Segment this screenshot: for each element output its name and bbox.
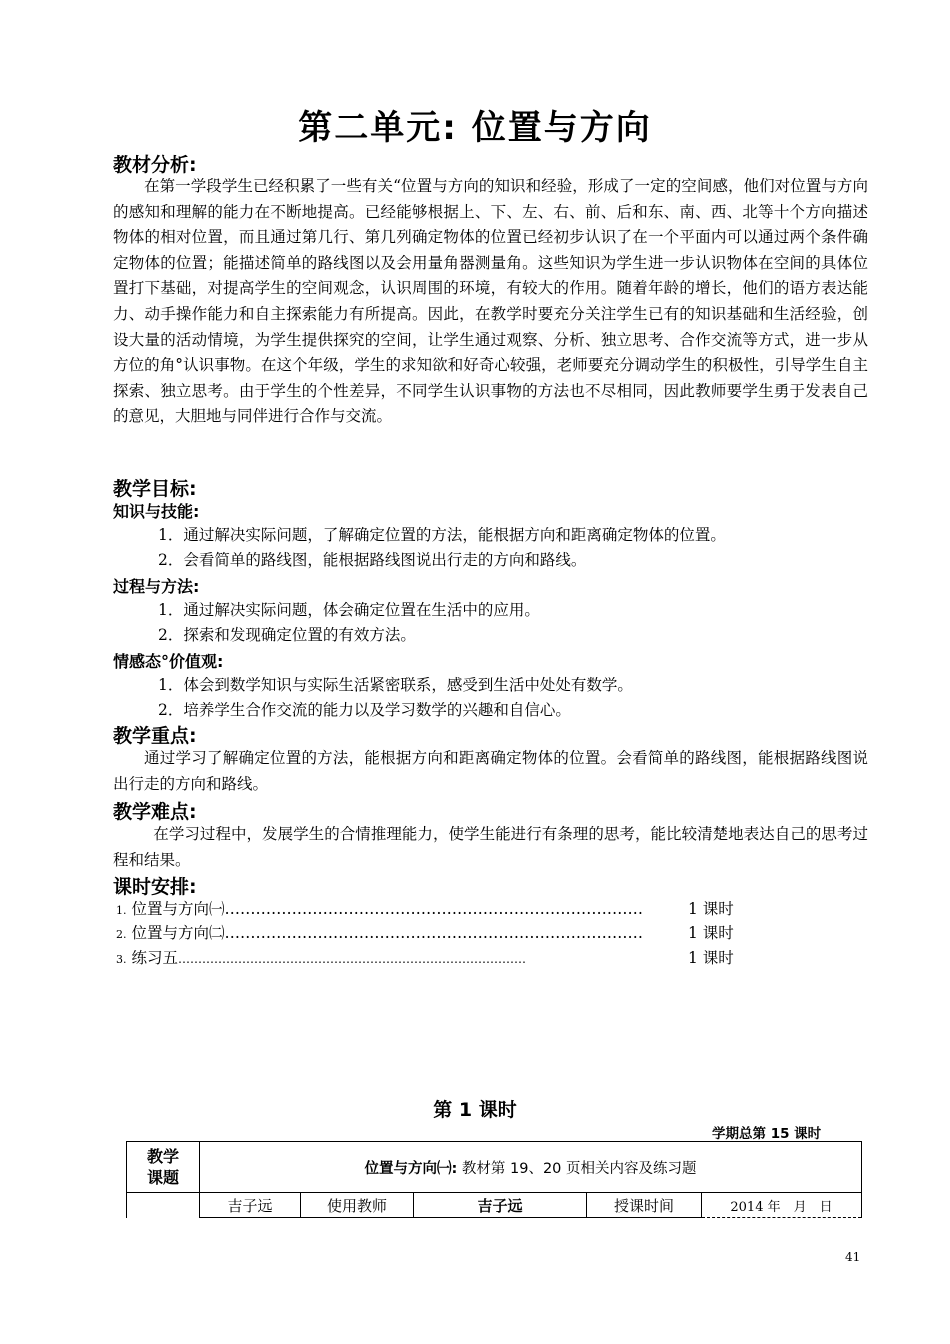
schedule-leader-dots: …………………………………………………………………………… bbox=[177, 952, 526, 966]
schedule-number: 1. bbox=[116, 904, 127, 917]
schedule-hours: 1 课时 bbox=[688, 900, 734, 918]
schedule-name: 位置与方向㈡ bbox=[131, 924, 225, 942]
analysis-paragraph: 在第一学段学生已经积累了一些有关“位置与方向的知识和经验，形成了一定的空间感，他们对位置与方向的感知和理解的能力在不断地提高。已经能够根据上、下、左、右、前、后和东、南、西、北等十个方向描述物体的相对位置，而且通过第几行、第几列确定物体的位置已经初步认识了在一个平面内可以通过两个条件确定物体的位置；能描述简单的路线图以及会用量角器测量角。这些知识为学生进一步认识物体在空间的具体位置打下基础，对提高学生的空间观念，认识周围的环境，有较大的作用。随着年龄的增长，他们的语方表达能力、动手操作能力和自主探索能力有所提高。因此，在教学时要充分关注学生已有的知识基础和生活经验，创设大量的活动情境，为学生提供探究的空间，让学生通过观察、分析、独立思考、合作交流等方式，进一步从方位的角°认识事物。在这个年级，学生的求知欲和好奇心较强，老师要充分调动学生的积极性，引导学生自主探索、独立思考。由于学生的个性差异，不同学生认识事物的方法也不尽相同，因此教师要学生勇于发表自己的意见，大胆地与同伴进行合作与交流。 bbox=[113, 177, 868, 426]
analysis-heading: 教材分析: bbox=[113, 154, 197, 176]
emotion-heading: 情感态°价值观: bbox=[113, 652, 224, 671]
blank-cell bbox=[127, 1193, 200, 1218]
topic-label: 教学课题 bbox=[146, 1147, 179, 1187]
teaching-time-label: 授课时间 bbox=[587, 1193, 702, 1218]
schedule-leader-dots: ……………………………………………………………………… bbox=[224, 900, 643, 918]
schedule-row bbox=[116, 921, 734, 943]
topic-description: 教材第 19、20 页相关内容及练习题 bbox=[461, 1160, 697, 1177]
key-points-heading: 教学重点: bbox=[113, 725, 197, 747]
knowledge-item: 1．通过解决实际问题，了解确定位置的方法，能根据方向和距离确定物体的位置。 bbox=[158, 526, 726, 544]
using-teacher-value: 吉子远 bbox=[414, 1193, 587, 1218]
page-number: 41 bbox=[845, 1250, 861, 1264]
topic-cell bbox=[200, 1142, 862, 1193]
schedule-name: 练习五 bbox=[131, 949, 178, 967]
difficulty-heading: 教学难点: bbox=[113, 801, 197, 823]
knowledge-item: 2．会看简单的路线图，能根据路线图说出行走的方向和路线。 bbox=[158, 551, 587, 569]
goals-heading: 教学目标: bbox=[113, 478, 197, 500]
key-points-paragraph: 通过学习了解确定位置的方法，能根据方向和距离确定物体的位置。会看简单的路线图，能根据路线图说出行走的方向和路线。 bbox=[113, 749, 868, 793]
lesson-info-table bbox=[126, 1141, 862, 1218]
schedule-name: 位置与方向㈠ bbox=[131, 900, 225, 918]
schedule-hours: 1 课时 bbox=[688, 949, 734, 967]
schedule-number: 3. bbox=[116, 953, 127, 966]
schedule-row bbox=[116, 897, 734, 919]
topic-label-cell bbox=[127, 1142, 200, 1193]
teaching-time-value: 2014 年 月 日 bbox=[702, 1193, 862, 1218]
schedule-hours: 1 课时 bbox=[688, 924, 734, 942]
schedule-number: 2. bbox=[116, 928, 127, 941]
process-heading: 过程与方法: bbox=[113, 577, 200, 596]
teacher-name-cell: 吉子远 bbox=[200, 1193, 301, 1218]
knowledge-heading: 知识与技能: bbox=[113, 502, 200, 521]
emotion-item: 1．体会到数学知识与实际生活紧密联系，感受到生活中处处有数学。 bbox=[158, 676, 633, 694]
schedule-heading: 课时安排: bbox=[113, 876, 197, 898]
process-item: 1．通过解决实际问题，体会确定位置在生活中的应用。 bbox=[158, 601, 540, 619]
term-total-label: 学期总第 15 课时 bbox=[712, 1126, 822, 1142]
lesson-title: 第 1 课时 bbox=[433, 1099, 517, 1121]
emotion-item: 2．培养学生合作交流的能力以及学习数学的兴趣和自信心。 bbox=[158, 701, 571, 719]
topic-title: 位置与方向㈠: bbox=[364, 1160, 458, 1177]
schedule-leader-dots: ……………………………………………………………………… bbox=[224, 924, 643, 942]
process-item: 2．探索和发现确定位置的有效方法。 bbox=[158, 626, 416, 644]
difficulty-paragraph: 在学习过程中，发展学生的合情推理能力，使学生能进行有条理的思考，能比较清楚地表达自己的思考过程和结果。 bbox=[113, 825, 868, 869]
using-teacher-label: 使用教师 bbox=[301, 1193, 414, 1218]
page-title: 第二单元: 位置与方向 bbox=[298, 108, 652, 148]
schedule-row bbox=[116, 946, 734, 968]
